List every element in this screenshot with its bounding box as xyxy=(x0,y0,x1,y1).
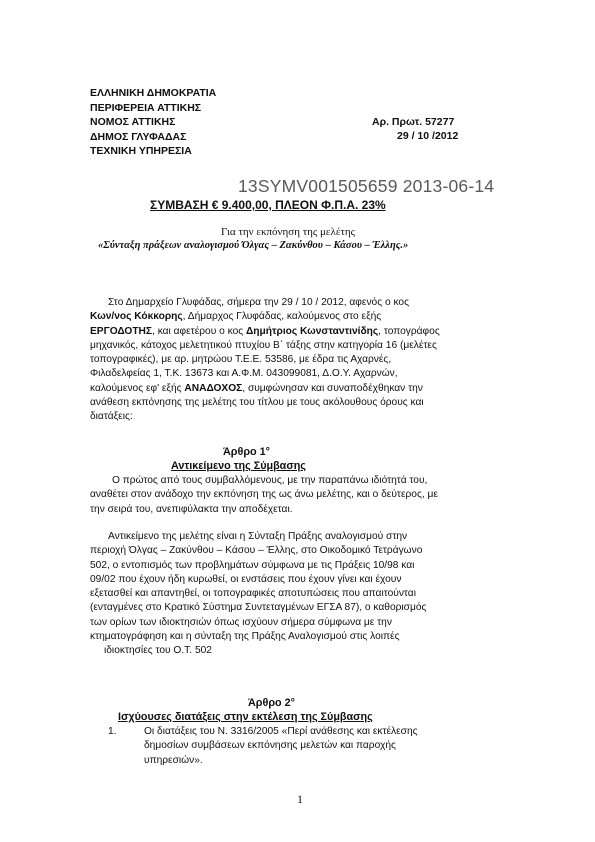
study-title: «Σύνταξη πράξεων αναλογισμού Όλγας – Ζακύνθου – Κάσου – Έλλης.» xyxy=(98,240,409,251)
article-line: εξετασθεί και απαντηθεί, οι τοπογραφικές αποτυπώσεις που απαιτούνται xyxy=(90,588,416,600)
mayor-name: Κων/νος Κόκκορης xyxy=(90,311,183,323)
article-line: 09/02 που έχουν ήδη κυρωθεί, οι ενστάσεις που έχουν γίνει και έχουν xyxy=(90,573,402,585)
header-line: ΠΕΡΙΦΕΡΕΙΑ ΑΤΤΙΚΗΣ xyxy=(90,101,202,114)
article-line: την σειρά του, ανεπιφύλακτα την αποδέχεται. xyxy=(90,503,293,515)
intro-line: Φιλαδελφείας 1, Τ.Κ. 13673 και Α.Φ.Μ. 043099081, Δ.Ο.Υ. Αχαρνών, xyxy=(90,368,398,380)
article-line: δημοσίων συμβάσεων εκπόνησης μελετών και παροχής xyxy=(144,740,396,752)
page-number: 1 xyxy=(297,792,303,806)
intro-line: ανάθεση εκπόνησης της μελέτης του τίτλου με τους ακόλουθους όρους και xyxy=(90,397,424,409)
article-line: υπηρεσιών». xyxy=(144,754,203,766)
article-1-paragraph-2 xyxy=(90,530,510,659)
article-line: αναθέτει στον ανάδοχο την εκπόνηση της ως άνω μελέτης, και ο δεύτερος, με xyxy=(90,489,438,501)
protocol-number: Αρ. Πρωτ. 57277 xyxy=(372,116,455,128)
intro-paragraph xyxy=(90,296,510,425)
intro-line: μηχανικός, κάτοχος μελετητικού πτυχίου Β΄ τάξης στην κατηγορία 16 (μελέτες xyxy=(90,339,437,351)
article-line: κτηματογράφηση και η σύνταξη της Πράξης Αναλογισμού στις λοιπές xyxy=(90,631,400,643)
intro-line: διατάξεις: xyxy=(90,411,133,423)
article-line: (ενταγμένες στο Κρατικό Σύστημα Συντεταγμένων ΕΓΣΑ 87), ο καθορισμός xyxy=(90,602,427,614)
article-line: περιοχή Όλγας – Ζακύνθου – Κάσου – Έλλης, στο Οικοδομικό Τετράγωνο xyxy=(90,545,423,557)
article-2-number: Άρθρο 2° xyxy=(248,697,295,709)
article-1-paragraph-1 xyxy=(90,474,510,517)
contract-subtitle: Για την εκπόνηση της μελέτης xyxy=(221,226,355,238)
article-line: Ο πρώτος από τους συμβαλλόμενους, με την παραπάνω ιδιότητά του, xyxy=(112,475,428,486)
header-line: ΝΟΜΟΣ ΑΤΤΙΚΗΣ xyxy=(90,116,176,129)
article-line: 502, ο εντοπισμός των προβλημάτων σύμφωνα με τις Πράξεις 10/98 και xyxy=(90,559,415,571)
header-authority-block xyxy=(90,86,216,159)
protocol-date: 29 / 10 /2012 xyxy=(397,130,459,142)
article-1-title: Αντικείμενο της Σύμβασης xyxy=(171,460,306,472)
intro-line: καλούμενος εφ' εξής ΑΝΑΔΟΧΟΣ, συμφώνησαν και συναποδέχθηκαν την xyxy=(90,382,423,394)
intro-line: Κων/νος Κόκκορης, Δήμαρχος Γλυφάδας, καλούμενος στο εξής xyxy=(90,311,382,323)
article-line: των ορίων των ιδιοκτησιών όπως ισχύουν σήμερα σύμφωνα με την xyxy=(90,616,392,628)
intro-line: τοπογραφικές), με αρ. μητρώου Τ.Ε.Ε. 53586, με έδρα τις Αχαρνές, xyxy=(90,354,392,366)
article-line: Οι διατάξεις του Ν. 3316/2005 «Περί ανάθεσης και εκτέλεσης xyxy=(144,726,418,737)
header-line: ΤΕΧΝΙΚΗ ΥΠΗΡΕΣΙΑ xyxy=(90,145,192,158)
header-line: ΕΛΛΗΝΙΚΗ ΔΗΜΟΚΡΑΤΙΑ xyxy=(90,87,217,99)
article-line: Αντικείμενο της μελέτης είναι η Σύνταξη Πράξης αναλογισμού στην xyxy=(108,531,408,542)
article-2-item-1-number: 1. xyxy=(108,726,117,737)
intro-line: ΕΡΓΟΔΟΤΗΣ, και αφετέρου ο κος Δημήτριος Κωνσταντινίδης, τοπογράφος xyxy=(90,325,440,337)
article-line: ιδιοκτησίες του Ο.Τ. 502 xyxy=(104,645,212,657)
article-2-item-1 xyxy=(144,725,474,768)
contract-title: ΣΥΜΒΑΣΗ € 9.400,00, ΠΛΕΟΝ Φ.Π.Α. 23% xyxy=(150,198,386,212)
article-1-number: Άρθρο 1° xyxy=(223,446,270,458)
article-2-title: Ισχύουσες διατάξεις στην εκτέλεση της Σύμβασης xyxy=(118,711,373,723)
intro-line: Στο Δημαρχείο Γλυφάδας, σήμερα την 29 / 10 / 2012, αφενός ο κος xyxy=(108,297,409,308)
serial-stamp: 13SYMV001505659 2013-06-14 xyxy=(238,176,495,196)
header-line: ΔΗΜΟΣ ΓΛΥΦΑΔΑΣ xyxy=(90,130,187,143)
